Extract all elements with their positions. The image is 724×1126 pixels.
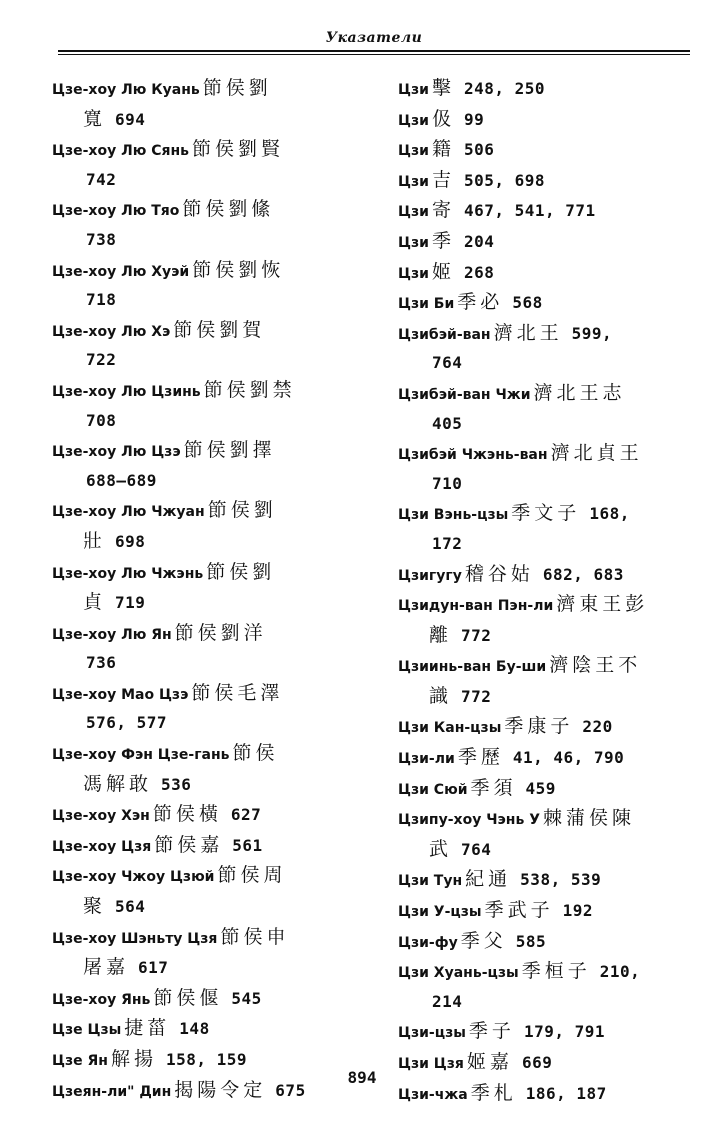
index-entry <box>398 258 698 289</box>
entry-hanzi: 季文子 <box>511 502 581 525</box>
entry-term: Цзеян-ли" Дин <box>52 1083 172 1100</box>
entry-line <box>52 923 372 954</box>
index-entry <box>52 135 372 195</box>
entry-page-ref: 545 <box>231 988 262 1008</box>
entry-continuation <box>52 770 372 801</box>
entry-term: Цзе-хоу Янь <box>52 991 151 1008</box>
entry-hanzi: 寄 <box>431 199 455 222</box>
index-entry <box>398 560 698 591</box>
index-entry <box>398 957 698 1017</box>
entry-term: Цзигугу <box>398 567 462 584</box>
entry-term: Цзе-хоу Лю Цзинь <box>52 383 201 400</box>
entry-page-ref: 536 <box>161 774 192 794</box>
entry-term: Цзи-фу <box>398 934 458 951</box>
entry-line <box>52 195 372 226</box>
entry-continuation <box>398 410 698 440</box>
entry-line <box>398 712 698 743</box>
entry-line <box>398 651 698 682</box>
entry-page-ref: 568 <box>512 293 543 313</box>
entry-page-ref: 179, 791 <box>523 1022 605 1042</box>
entry-page-ref: 192 <box>562 901 594 921</box>
index-entry <box>52 619 372 679</box>
entry-hanzi: 籍 <box>431 138 455 161</box>
entry-line <box>398 499 698 530</box>
entry-line <box>52 1014 372 1045</box>
entry-line <box>398 590 698 621</box>
header-rule-thin <box>58 54 690 55</box>
entry-term: Цзи Хуань-цзы <box>398 965 519 982</box>
index-entry <box>52 861 372 922</box>
entry-line <box>52 679 372 710</box>
entry-line <box>398 743 698 774</box>
entry-continuation <box>398 349 698 379</box>
entry-term: Цзи <box>398 82 429 98</box>
entry-term: Цзи Тун <box>398 873 463 890</box>
entry-term: Цзе-хоу Лю Ян <box>52 626 172 643</box>
index-entry <box>52 1014 372 1045</box>
entry-hanzi: 伋 <box>431 107 455 130</box>
entry-line <box>398 258 698 289</box>
entry-hanzi: 姬 <box>431 260 455 283</box>
entry-page-ref: 459 <box>525 778 556 798</box>
entry-hanzi: 揭陽令定 <box>174 1078 267 1101</box>
entry-line <box>398 135 698 166</box>
entry-hanzi: 武 <box>429 837 453 860</box>
entry-hanzi: 節侯劉 <box>207 499 277 522</box>
index-entry <box>398 196 698 227</box>
entry-line <box>52 316 372 347</box>
entry-line <box>398 560 698 591</box>
entry-line <box>52 558 372 589</box>
entry-term: Цзи У-цзы <box>398 904 482 921</box>
entry-continuation <box>52 588 372 619</box>
entry-term: Цзе-хоу Хэн <box>52 808 150 825</box>
entry-continuation <box>52 953 372 984</box>
index-entry <box>52 496 372 557</box>
index-entry <box>398 804 698 865</box>
entry-hanzi: 吉 <box>431 168 455 191</box>
page-number: 894 <box>347 1068 377 1087</box>
entry-continuation <box>52 649 372 679</box>
index-entry <box>398 651 698 712</box>
entry-term: Цзе Цзы <box>52 1022 122 1039</box>
entry-hanzi: 識 <box>429 684 453 707</box>
entry-page-ref: 719 <box>115 593 146 613</box>
entry-page-ref: 538, 539 <box>520 870 602 890</box>
index-entry <box>398 439 698 499</box>
entry-page-ref: 576, 577 <box>86 713 168 733</box>
entry-continuation <box>52 709 372 739</box>
entry-line <box>52 831 372 862</box>
entry-continuation <box>52 892 372 923</box>
entry-term: Цзи Би <box>398 296 455 313</box>
entry-page-ref: 186, 187 <box>525 1083 607 1103</box>
entry-page-ref: 617 <box>138 958 169 978</box>
entry-line <box>52 376 372 407</box>
entry-page-ref: 158, 159 <box>165 1050 248 1069</box>
entry-page-ref: 669 <box>521 1053 553 1072</box>
entry-page-ref: 682, 683 <box>542 564 624 584</box>
entry-hanzi: 節侯劉洋 <box>174 621 267 644</box>
entry-hanzi: 節侯劉 <box>206 560 276 583</box>
entry-hanzi: 貞 <box>83 591 107 614</box>
entry-hanzi: 季歷 <box>457 746 504 769</box>
entry-term: Цзибэй Чжэнь-ван <box>398 447 548 464</box>
entry-line <box>52 256 372 287</box>
entry-page-ref: 148 <box>179 1019 210 1039</box>
index-entry <box>52 984 372 1015</box>
header-rule-thick <box>58 50 690 52</box>
index-entry <box>52 436 372 496</box>
entry-hanzi: 節侯偃 <box>153 986 223 1009</box>
index-entry <box>52 376 372 436</box>
entry-continuation <box>52 467 372 497</box>
entry-term: Цзи-ли <box>398 751 455 768</box>
entry-term: Цзе-хоу Лю Чжуан <box>52 504 205 521</box>
entry-hanzi: 季 <box>431 229 455 252</box>
entry-page-ref: 210, <box>599 962 641 982</box>
entry-line <box>398 927 698 958</box>
index-entry <box>52 923 372 984</box>
entry-hanzi: 季必 <box>457 291 504 314</box>
index-entry <box>52 256 372 316</box>
index-entry <box>398 379 698 439</box>
entry-continuation <box>52 166 372 196</box>
entry-hanzi: 濟北王志 <box>533 381 626 404</box>
entry-term: Цзи <box>398 204 429 221</box>
index-entry <box>52 558 372 619</box>
entry-hanzi: 季須 <box>470 776 517 799</box>
index-entry <box>398 927 698 958</box>
entry-line <box>398 319 698 350</box>
entry-page-ref: 736 <box>86 653 117 673</box>
entry-continuation <box>52 407 372 437</box>
entry-page-ref: 772 <box>461 625 492 645</box>
entry-page-ref: 738 <box>86 229 117 249</box>
entry-page-ref: 708 <box>86 410 117 430</box>
entry-hanzi: 節侯嘉 <box>154 833 224 856</box>
entry-hanzi: 馮解敢 <box>83 772 153 795</box>
entry-page-ref: 214 <box>432 991 463 1011</box>
entry-hanzi: 節侯橫 <box>152 803 222 826</box>
entry-hanzi: 節侯劉禁 <box>203 378 296 401</box>
entry-term: Цзе-хоу Лю Сянь <box>52 143 189 160</box>
entry-term: Цзи <box>398 234 429 251</box>
entry-continuation <box>52 346 372 376</box>
entry-page-ref: 204 <box>463 231 495 251</box>
entry-page-ref: 742 <box>86 169 117 189</box>
index-entry <box>398 135 698 166</box>
index-entry <box>398 319 698 379</box>
entry-term: Цзи Сюй <box>398 781 468 798</box>
entry-hanzi: 解揚 <box>110 1048 157 1070</box>
entry-line <box>52 74 372 105</box>
entry-line <box>52 135 372 166</box>
entry-line <box>398 196 698 227</box>
entry-hanzi: 姬嘉 <box>466 1051 513 1073</box>
entry-line <box>52 800 372 831</box>
entry-page-ref: 220 <box>582 717 613 737</box>
entry-continuation <box>398 835 698 866</box>
entry-page-ref: 561 <box>232 835 263 855</box>
index-entry <box>398 743 698 774</box>
entry-term: Цзидун-ван Пэн-ли <box>398 598 554 615</box>
index-entry <box>52 679 372 739</box>
index-column-left <box>52 74 372 1106</box>
entry-term: Цзибэй-ван <box>398 326 491 343</box>
entry-hanzi: 紀通 <box>465 868 512 891</box>
entry-hanzi: 濟東王彭 <box>556 593 649 616</box>
entry-hanzi: 節侯申 <box>220 925 290 948</box>
entry-line <box>398 804 698 835</box>
entry-page-ref: 675 <box>275 1080 306 1100</box>
index-entry <box>52 74 372 135</box>
index-entry <box>398 774 698 805</box>
entry-hanzi: 節侯劉 <box>202 77 272 99</box>
entry-line <box>398 957 698 988</box>
entry-hanzi: 季武子 <box>484 899 554 922</box>
entry-page-ref: 172 <box>432 533 463 553</box>
entry-line <box>398 1017 698 1048</box>
entry-continuation <box>52 105 372 136</box>
entry-hanzi: 濟北王 <box>493 321 563 344</box>
index-entry <box>398 105 698 136</box>
entry-continuation <box>52 286 372 316</box>
index-column-right <box>398 74 698 1109</box>
index-entry <box>52 195 372 255</box>
entry-page-ref: 688–689 <box>86 470 157 490</box>
entry-hanzi: 稽谷姑 <box>464 562 534 585</box>
entry-term: Цзибэй-ван Чжи <box>398 386 531 403</box>
entry-term: Цзе-хоу Лю Цзэ <box>52 444 181 461</box>
entry-page-ref: 41, 46, 790 <box>512 748 625 768</box>
entry-page-ref: 467, 541, 771 <box>463 201 596 221</box>
entry-page-ref: 248, 250 <box>463 79 546 98</box>
entry-line <box>52 984 372 1015</box>
entry-hanzi: 節侯劉賀 <box>173 318 266 341</box>
entry-hanzi: 濟北貞王 <box>550 442 643 465</box>
entry-hanzi: 節侯毛澤 <box>191 681 284 704</box>
index-entry <box>52 739 372 800</box>
entry-hanzi: 棘蒲侯陳 <box>543 807 636 830</box>
entry-line <box>398 865 698 896</box>
entry-hanzi: 節侯劉絛 <box>182 198 275 221</box>
entry-hanzi: 壯 <box>83 529 107 552</box>
entry-hanzi: 捷菑 <box>124 1017 171 1040</box>
entry-page-ref: 772 <box>461 686 492 706</box>
entry-term: Цзе-хоу Лю Тяо <box>52 203 180 220</box>
entry-page-ref: 722 <box>86 350 117 370</box>
entry-line <box>52 496 372 527</box>
entry-line <box>52 436 372 467</box>
entry-page-ref: 268 <box>463 262 495 282</box>
index-entry <box>52 831 372 862</box>
index-entry <box>398 590 698 651</box>
entry-page-ref: 599, <box>571 323 613 343</box>
entry-hanzi: 屠嘉 <box>83 956 130 979</box>
index-entry <box>398 227 698 258</box>
entry-page-ref: 718 <box>86 290 117 310</box>
entry-line <box>52 619 372 650</box>
entry-page-ref: 627 <box>230 805 262 825</box>
running-header: Указатели <box>325 30 423 46</box>
entry-page-ref: 99 <box>463 109 485 129</box>
index-entry <box>52 800 372 831</box>
entry-term: Цзе Ян <box>52 1053 108 1069</box>
entry-page-ref: 764 <box>461 839 492 859</box>
entry-hanzi: 寬 <box>83 107 107 130</box>
entry-hanzi: 節侯劉賢 <box>191 138 284 161</box>
index-entry <box>398 166 698 197</box>
entry-hanzi: 季父 <box>460 929 507 952</box>
entry-page-ref: 585 <box>515 931 547 951</box>
entry-term: Цзе-хоу Лю Куань <box>52 82 200 98</box>
entry-term: Цзи <box>398 112 429 129</box>
entry-continuation <box>398 988 698 1018</box>
entry-page-ref: 698 <box>115 531 146 551</box>
entry-term: Цзи <box>398 143 429 160</box>
entry-term: Цзи <box>398 265 429 282</box>
entry-continuation <box>398 682 698 713</box>
entry-line <box>398 439 698 470</box>
entry-continuation <box>398 621 698 652</box>
entry-hanzi: 聚 <box>83 895 107 918</box>
entry-term: Цзе-хоу Лю Хэ <box>52 323 171 340</box>
entry-term: Цзи-чжа <box>398 1086 468 1103</box>
entry-term: Цзи-цзы <box>398 1025 466 1042</box>
entry-line <box>52 739 372 770</box>
index-entry <box>398 865 698 896</box>
entry-term: Цзи Кан-цзы <box>398 720 502 737</box>
entry-page-ref: 694 <box>115 109 146 129</box>
entry-page-ref: 505, 698 <box>463 170 546 190</box>
entry-hanzi: 季子 <box>468 1020 515 1043</box>
index-entry <box>398 288 698 319</box>
index-entry <box>52 316 372 376</box>
entry-hanzi: 季札 <box>470 1081 517 1104</box>
entry-term: Цзи Цзя <box>398 1056 464 1072</box>
entry-line <box>398 227 698 258</box>
entry-hanzi: 節侯周 <box>217 864 287 887</box>
entry-page-ref: 168, <box>589 504 630 524</box>
index-entry <box>398 712 698 743</box>
entry-continuation <box>52 226 372 256</box>
entry-line <box>398 774 698 805</box>
entry-line <box>398 896 698 927</box>
entry-page-ref: 710 <box>432 473 463 493</box>
entry-term: Цзи <box>398 173 429 190</box>
entry-continuation <box>398 530 698 560</box>
entry-hanzi: 擊 <box>431 77 455 99</box>
entry-term: Цзе-хоу Шэньту Цзя <box>52 930 218 947</box>
entry-hanzi: 節侯 <box>232 742 279 765</box>
entry-term: Цзи Вэнь-цзы <box>398 507 509 524</box>
entry-hanzi: 季康子 <box>504 715 574 738</box>
entry-term: Цзе-хоу Цзя <box>52 838 152 855</box>
entry-line <box>398 288 698 319</box>
entry-term: Цзе-хоу Фэн Цзе-гань <box>52 747 230 764</box>
entry-hanzi: 濟陰王不 <box>549 654 642 677</box>
entry-hanzi: 季桓子 <box>521 960 591 983</box>
entry-term: Цзе-хоу Лю Хуэй <box>52 263 190 280</box>
entry-continuation <box>52 527 372 558</box>
entry-page-ref: 405 <box>432 413 463 433</box>
entry-line <box>398 166 698 197</box>
index-entry <box>398 896 698 927</box>
entry-page-ref: 764 <box>432 353 463 373</box>
index-entry <box>398 499 698 559</box>
entry-term: Цзипу-хоу Чэнь У <box>398 812 540 829</box>
entry-hanzi: 節侯劉擇 <box>183 439 276 462</box>
entry-line <box>52 861 372 892</box>
index-entry <box>398 1017 698 1048</box>
entry-hanzi: 節侯劉恢 <box>192 258 285 281</box>
entry-term: Цзиинь-ван Бу-ши <box>398 659 547 676</box>
index-entry <box>398 74 698 105</box>
entry-hanzi: 離 <box>429 623 453 646</box>
entry-line <box>398 379 698 410</box>
entry-continuation <box>398 470 698 500</box>
entry-term: Цзе-хоу Лю Чжэнь <box>52 565 204 582</box>
entry-page-ref: 564 <box>115 897 146 917</box>
entry-term: Цзе-хоу Чжоу Цзюй <box>52 869 215 886</box>
entry-term: Цзе-хоу Мао Цзэ <box>52 686 189 703</box>
entry-page-ref: 506 <box>463 140 495 160</box>
entry-line <box>398 105 698 136</box>
entry-line <box>398 74 698 105</box>
